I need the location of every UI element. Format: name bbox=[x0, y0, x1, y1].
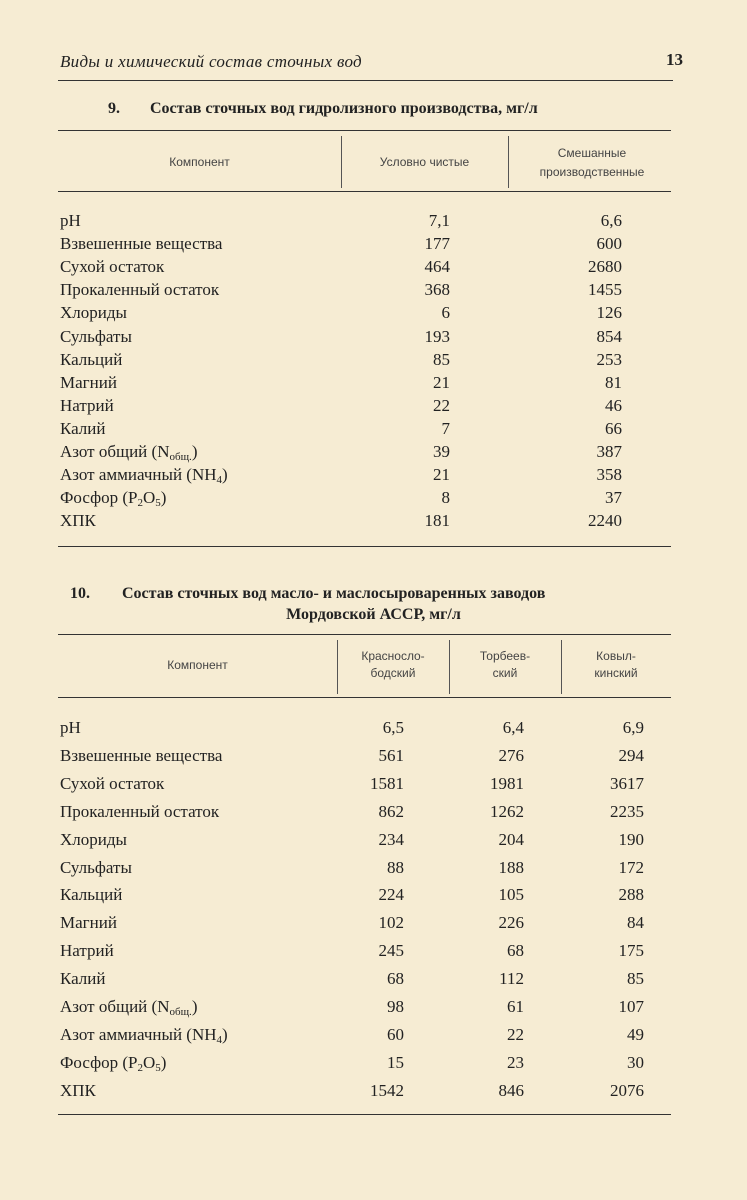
table-row bbox=[0, 509, 747, 532]
mixed-value-cell: 387 bbox=[596, 442, 622, 461]
component-cell: Фосфор $(P_2O_5)$ bbox=[60, 1052, 167, 1074]
kovylkinsky-value-cell: 294 bbox=[618, 745, 644, 765]
table-row bbox=[0, 772, 747, 795]
kovylkinsky-value-cell: 2235 bbox=[610, 801, 644, 821]
torbeevsky-value-cell: 1981 bbox=[490, 773, 524, 793]
component-cell: Калий bbox=[60, 969, 106, 989]
clean-value-cell: 22 bbox=[433, 395, 450, 415]
component-cell: Магний bbox=[60, 913, 117, 933]
clean-value-cell: 7,1 bbox=[428, 211, 450, 230]
mixed-value-cell: 6,6 bbox=[600, 211, 622, 230]
component-cell: ХПК bbox=[60, 511, 96, 531]
torbeevsky-value-cell: 23 bbox=[507, 1052, 524, 1072]
component-cell: Натрий bbox=[60, 395, 114, 415]
kovylkinsky-value-cell: 2076 bbox=[610, 1080, 644, 1100]
table-row bbox=[0, 278, 747, 301]
table-10-header-krasnoslobodsky bbox=[337, 648, 449, 682]
krasnoslobodsky-value-cell: 102 bbox=[378, 913, 404, 933]
table-10-bottom-rule bbox=[58, 1114, 671, 1115]
component-cell: Взвешенные вещества bbox=[60, 234, 223, 254]
component-cell: Магний bbox=[60, 372, 117, 392]
torbeevsky-value-cell: 846 bbox=[498, 1080, 524, 1100]
clean-value-cell: 21 bbox=[433, 372, 450, 392]
mixed-value-cell: 854 bbox=[596, 326, 622, 346]
krasnoslobodsky-value-cell: 98 bbox=[387, 997, 404, 1016]
table-row bbox=[0, 744, 747, 767]
torbeevsky-value-cell: 276 bbox=[498, 745, 524, 765]
page-number: 13 bbox=[666, 50, 683, 69]
table-9-header-mixed: Смешанные производственные bbox=[539, 146, 645, 179]
clean-value-cell: 21 bbox=[433, 465, 450, 485]
table-row bbox=[0, 232, 747, 255]
mixed-value-cell: 358 bbox=[596, 465, 622, 485]
table-10-header-component: Компонент bbox=[167, 658, 228, 672]
mixed-value-cell: 66 bbox=[605, 418, 622, 438]
component-cell: Кальций bbox=[60, 349, 123, 369]
component-cell: Сухой остаток bbox=[60, 773, 165, 793]
mixed-value-cell: 126 bbox=[596, 303, 622, 323]
clean-value-cell: 464 bbox=[424, 257, 450, 277]
mixed-value-cell: 37 bbox=[605, 488, 622, 508]
kovylkinsky-value-cell: 30 bbox=[627, 1052, 644, 1072]
table-row bbox=[0, 348, 747, 371]
torbeevsky-value-cell: 226 bbox=[498, 913, 524, 933]
table-9-header-clean: Условно чистые bbox=[379, 155, 470, 169]
table-row bbox=[0, 911, 747, 934]
table-row bbox=[0, 325, 747, 348]
clean-value-cell: 181 bbox=[424, 511, 450, 531]
table-row bbox=[0, 967, 747, 990]
table-10-caption-line-1 bbox=[70, 585, 545, 603]
table-row bbox=[0, 939, 747, 962]
table-row bbox=[0, 716, 747, 739]
torbeevsky-value-cell: 68 bbox=[507, 941, 524, 961]
table-row bbox=[0, 255, 747, 278]
mixed-value-cell: 2240 bbox=[588, 511, 622, 531]
clean-value-cell: 7 bbox=[441, 418, 450, 438]
table-10-number: 10. bbox=[70, 585, 90, 602]
torbeevsky-value-cell: 105 bbox=[498, 885, 524, 905]
table-10-header-torbeevsky-line-1: Торбеев- bbox=[479, 649, 531, 663]
table-row bbox=[0, 828, 747, 851]
mixed-value-cell: 1455 bbox=[588, 280, 622, 300]
krasnoslobodsky-value-cell: 561 bbox=[378, 745, 404, 765]
component-cell: Взвешенные вещества bbox=[60, 745, 223, 765]
component-cell: Хлориды bbox=[60, 829, 127, 849]
kovylkinsky-value-cell: 107 bbox=[618, 997, 644, 1016]
torbeevsky-value-cell: 22 bbox=[507, 1024, 524, 1044]
table-9-caption bbox=[108, 100, 538, 118]
table-row bbox=[0, 371, 747, 394]
torbeevsky-value-cell: 6,4 bbox=[502, 718, 524, 737]
table-row bbox=[0, 486, 747, 509]
table-10-header-kovylkinsky-line-1: Ковыл- bbox=[596, 649, 636, 663]
clean-value-cell: 8 bbox=[441, 488, 450, 508]
table-row bbox=[0, 1023, 747, 1046]
table-10-header-torbeevsky bbox=[449, 648, 561, 682]
table-10-header-krasnoslobodsky-line-2: бодский bbox=[370, 666, 416, 680]
table-10-caption-line-2 bbox=[0, 606, 747, 624]
table-9-header-component: Компонент bbox=[169, 155, 230, 169]
clean-value-cell: 177 bbox=[424, 234, 450, 254]
krasnoslobodsky-value-cell: 68 bbox=[387, 969, 404, 989]
table-10-header-krasnoslobodsky-line-1: Краснослo- bbox=[361, 649, 425, 663]
table-row bbox=[0, 440, 747, 463]
kovylkinsky-value-cell: 175 bbox=[618, 941, 644, 961]
component-cell: Кальций bbox=[60, 885, 123, 905]
clean-value-cell: 85 bbox=[433, 349, 450, 369]
torbeevsky-value-cell: 188 bbox=[498, 857, 524, 877]
component-cell: ХПК bbox=[60, 1080, 96, 1100]
torbeevsky-value-cell: 112 bbox=[499, 969, 524, 989]
component-cell: Сухой остаток bbox=[60, 257, 165, 277]
krasnoslobodsky-value-cell: 1581 bbox=[370, 773, 404, 793]
table-row bbox=[0, 1079, 747, 1102]
mixed-value-cell: 2680 bbox=[588, 257, 622, 277]
table-10-header-kovylkinsky bbox=[561, 648, 671, 682]
table-9-col-divider-2 bbox=[508, 136, 509, 188]
component-cell: pH bbox=[60, 718, 81, 737]
component-cell: Натрий bbox=[60, 941, 114, 961]
component-cell: Азот аммиачный $(NH_4)$ bbox=[60, 465, 228, 487]
table-10-header-rule bbox=[58, 697, 671, 698]
component-cell: Азот общий $(N_{общ.})$ bbox=[60, 997, 198, 1018]
table-9-bottom-rule bbox=[58, 546, 671, 547]
component-cell: Сульфаты bbox=[60, 326, 132, 346]
torbeevsky-value-cell: 204 bbox=[498, 829, 524, 849]
krasnoslobodsky-value-cell: 862 bbox=[378, 801, 404, 821]
table-10-title-line-1: Состав сточных вод масло- и маслосыроваренных заводов bbox=[122, 585, 546, 602]
krasnoslobodsky-value-cell: 224 bbox=[378, 885, 404, 905]
table-row bbox=[0, 463, 747, 486]
component-cell: pH bbox=[60, 211, 81, 230]
running-title: Виды и химический состав сточных вод bbox=[60, 52, 362, 71]
table-10-header-kovylkinsky-line-2: кинский bbox=[594, 666, 638, 680]
component-cell: Азот общий $(N_{общ.})$ bbox=[60, 442, 198, 463]
krasnoslobodsky-value-cell: 6,5 bbox=[382, 718, 404, 737]
kovylkinsky-value-cell: 49 bbox=[627, 1024, 644, 1044]
table-row bbox=[0, 1051, 747, 1074]
table-10-top-rule bbox=[58, 634, 671, 635]
clean-value-cell: 368 bbox=[424, 280, 450, 300]
mixed-value-cell: 46 bbox=[605, 395, 622, 415]
mixed-value-cell: 600 bbox=[596, 234, 622, 254]
torbeevsky-value-cell: 1262 bbox=[490, 801, 524, 821]
table-row bbox=[0, 800, 747, 823]
kovylkinsky-value-cell: 6,9 bbox=[622, 718, 644, 737]
table-row bbox=[0, 209, 747, 232]
clean-value-cell: 193 bbox=[424, 326, 450, 346]
table-row bbox=[0, 856, 747, 879]
clean-value-cell: 6 bbox=[441, 303, 450, 323]
krasnoslobodsky-value-cell: 88 bbox=[387, 857, 404, 877]
header-rule bbox=[58, 80, 673, 81]
clean-value-cell: 39 bbox=[433, 442, 450, 461]
mixed-value-cell: 81 bbox=[605, 372, 622, 392]
component-cell: Хлориды bbox=[60, 303, 127, 323]
component-cell: Сульфаты bbox=[60, 857, 132, 877]
table-9-number: 9. bbox=[108, 100, 120, 117]
table-row bbox=[0, 883, 747, 906]
component-cell: Прокаленный остаток bbox=[60, 280, 220, 300]
kovylkinsky-value-cell: 85 bbox=[627, 969, 644, 989]
kovylkinsky-value-cell: 3617 bbox=[610, 773, 644, 793]
table-row bbox=[0, 417, 747, 440]
running-head bbox=[58, 50, 683, 76]
table-10-title-line-2: Мордовской АССР, мг/л bbox=[286, 606, 461, 623]
krasnoslobodsky-value-cell: 234 bbox=[378, 829, 404, 849]
mixed-value-cell: 253 bbox=[596, 349, 622, 369]
table-row bbox=[0, 394, 747, 417]
component-cell: Азот аммиачный $(NH_4)$ bbox=[60, 1024, 228, 1046]
table-9-top-rule bbox=[58, 130, 671, 131]
component-cell: Калий bbox=[60, 418, 106, 438]
table-10-header-torbeevsky-line-2: ский bbox=[492, 666, 518, 680]
krasnoslobodsky-value-cell: 15 bbox=[387, 1052, 404, 1072]
component-cell: Фосфор $(P_2O_5)$ bbox=[60, 488, 167, 510]
kovylkinsky-value-cell: 172 bbox=[618, 857, 644, 877]
krasnoslobodsky-value-cell: 60 bbox=[387, 1024, 404, 1044]
kovylkinsky-value-cell: 190 bbox=[618, 829, 644, 849]
table-row bbox=[0, 301, 747, 324]
torbeevsky-value-cell: 61 bbox=[507, 997, 524, 1016]
kovylkinsky-value-cell: 84 bbox=[627, 913, 644, 933]
kovylkinsky-value-cell: 288 bbox=[618, 885, 644, 905]
krasnoslobodsky-value-cell: 1542 bbox=[370, 1080, 404, 1100]
table-9-header-rule bbox=[58, 191, 671, 192]
component-cell: Прокаленный остаток bbox=[60, 801, 220, 821]
table-9-title: Состав сточных вод гидролизного производства, мг/л bbox=[150, 100, 538, 117]
table-row bbox=[0, 995, 747, 1018]
krasnoslobodsky-value-cell: 245 bbox=[378, 941, 404, 961]
